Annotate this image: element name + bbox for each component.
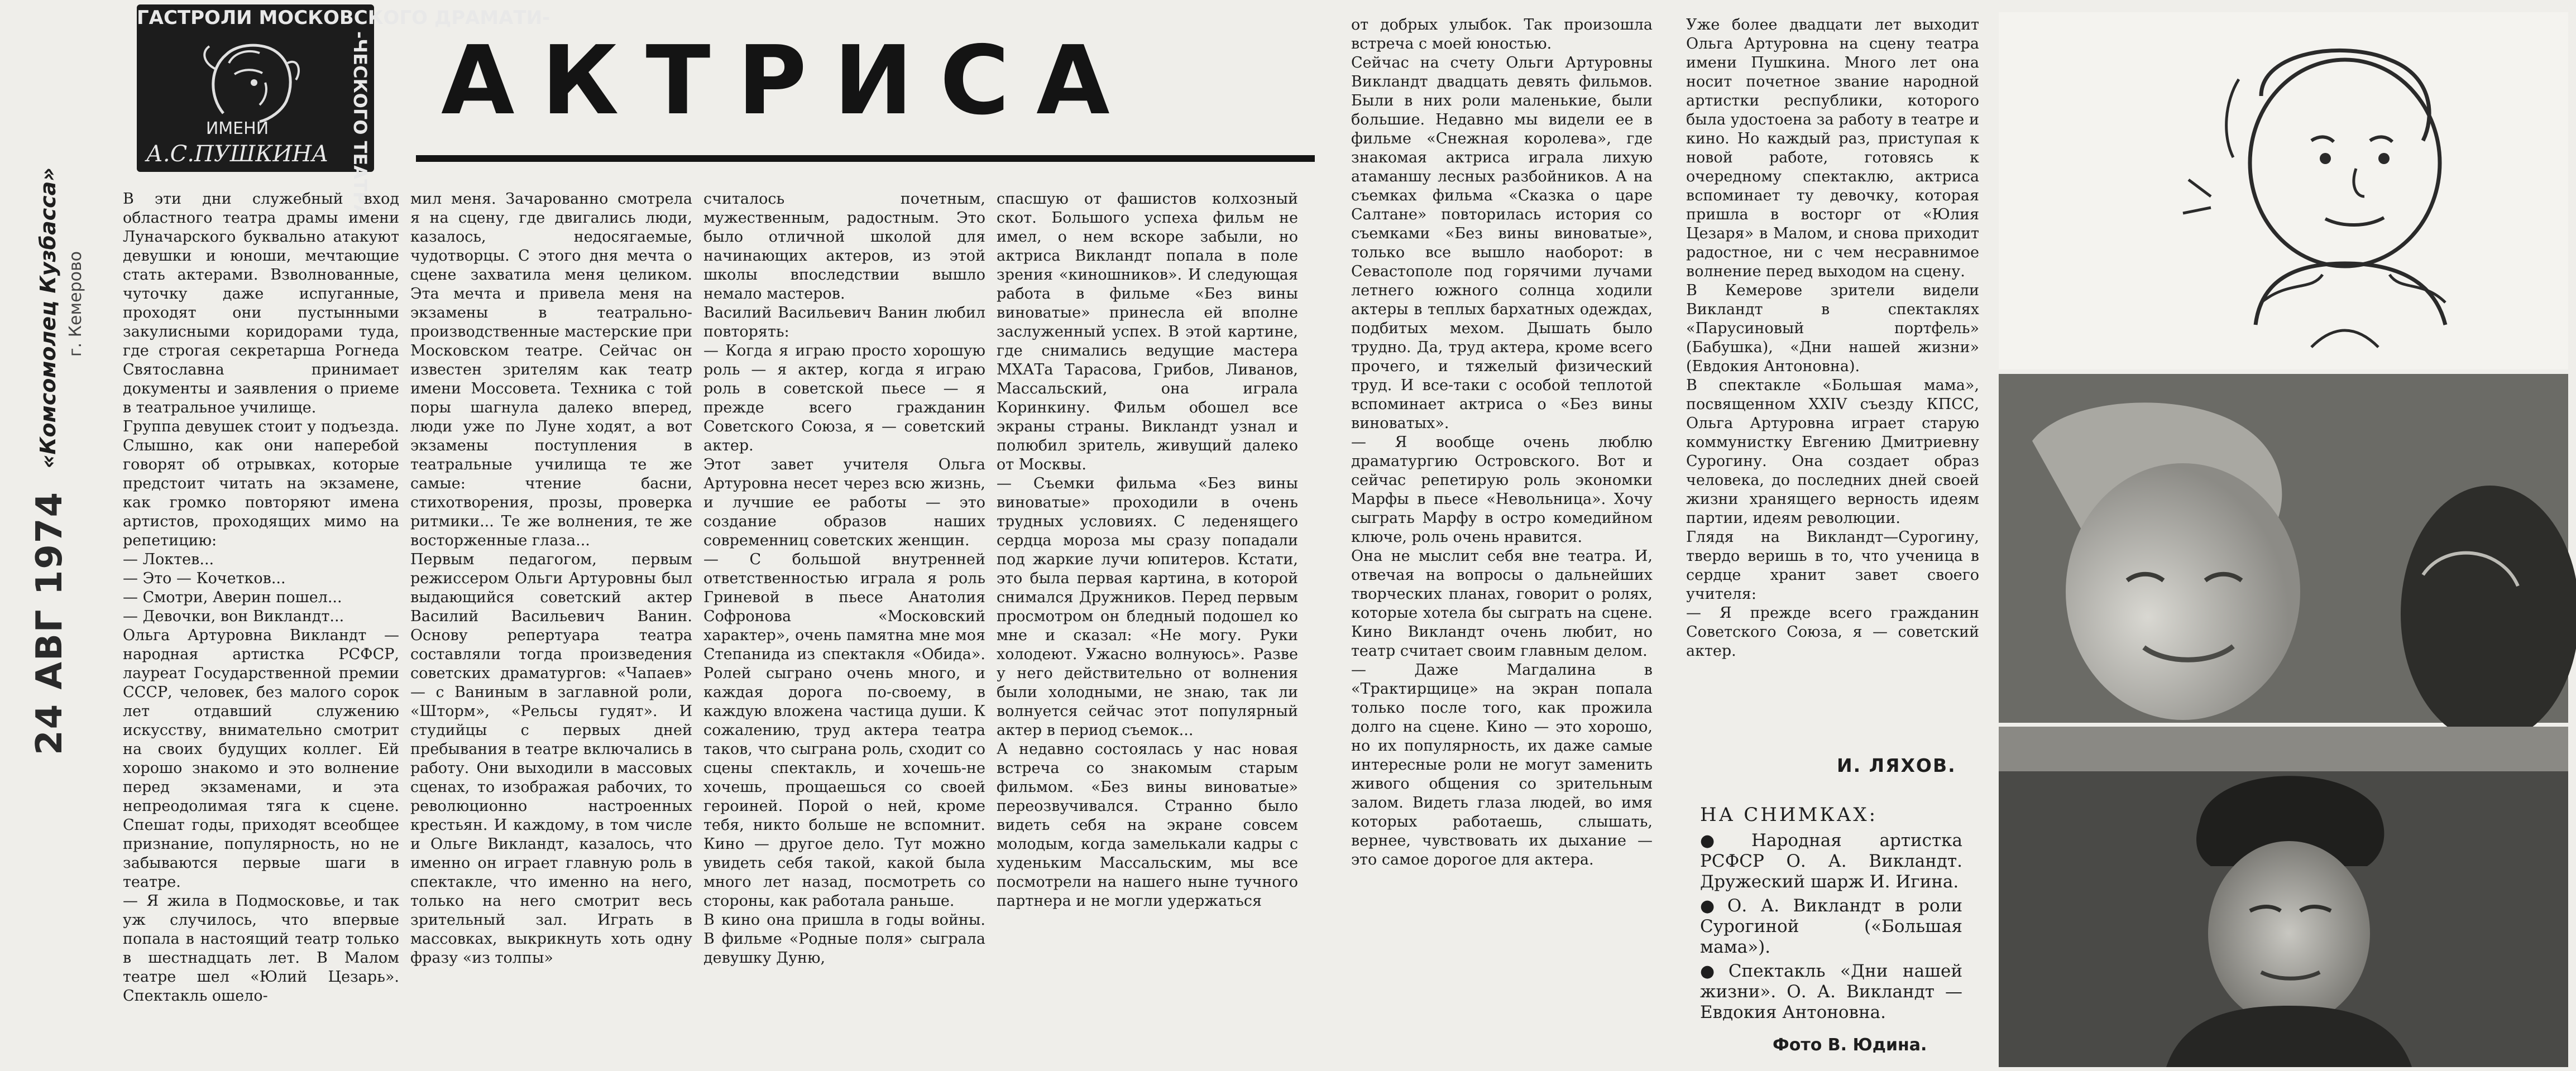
pushkin-portrait-icon <box>170 30 332 124</box>
emblem-right-text: -ЧЕСКОГО ТЕАТРА <box>349 31 371 219</box>
article-column-1: В эти дни служебный вход областного театра драмы имени Луначарского буквально атакуют девушки и юноши, мечтающие стать актерами. Взволнованные, чуточку даже испуганные, проходят они пустынными закулисными коридорами туда, где строгая секретарша Рогнеда Святославна принимает документы и заявления о приеме в театральное училище. Группа девушек стоит у подъезда. Слышно, как они наперебой говорят об отрывках, которые предстоит читать на экзамене, как громко повторяют имена артистов, проходящих мимо на репетицию: — Локтев... — Это — Кочетков... — Смотри, Аверин пошел... — Девочки, вон Викландт... Ольга Артуровна Викландт — народная артистка РСФСР, лауреат Государственной премии СССР, человек, без малого сорок лет отдавший служению искусству, внимательно смотрит на своих будущих коллег. Ей хорошо знакомо и это волнение перед экзаменами, и эта непреодолимая тяга к сцене. Спешат годы, приходят всеобщее признание, популярность, но не забываются первые шаги в театре. — Я жила в Подмосковье, и так уж случилось, что впервые попала в настоящий театр только в шестнадцать лет. В Малом театре шел «Юлий Цезарь». Спектакль ошело- <box>123 190 399 1005</box>
date-stamp: 24 АВГ 1974 <box>29 491 70 755</box>
theatre-emblem <box>137 4 550 219</box>
author-signature: И. ЛЯХОВ. <box>1837 755 1956 776</box>
emblem-name: А.С.ПУШКИНА <box>146 141 329 167</box>
article-column-5: от добрых улыбок. Так произошла встреча с моей юностью. Сейчас на счету Ольги Артуровны Викландт двадцать девять фильмов. Были в них роли маленькие, были большие. Недавно мы видели ее в фильме «Снежная королева», где знакомая актриса играла лихую атаманшу лесных разбойников. А на съемках фильма «Сказка о царе Салтане» повторилась история со съемками «Без вины виноватые», только все вышло наоборот: в Севастополе под горячими лучами летнего южного солнца ходили актеры в теплых бархатных одеждах, подбитых мехом. Дышать было трудно. Да, труд актера, кроме всего прочего, и тяжелый физический труд. И все-таки с особой теплотой вспоминает актриса о «Без вины виноватых». — Я вообще очень люблю драматургию Островского. Вот и сейчас репетирую роль экономки Марфы в пьесе «Невольница». Хочу сыграть Марфу в остро комедийном ключе, роль очень нравится. Она не мыслит себя вне театра. И, отвечая на вопросы о дальнейших творческих планах, говорит о ролях, которые хотела бы сыграть на сцене. Кино Викландт очень любит, но театр считает своим главным делом. — Даже Магдалина в «Трактирщице» на экран попала только после того, как прожила долго на сцене. Кино — это хорошо, но их популярность, их даже самые интересные роли не могут заменить живого общения со зрительным залом. Видеть глаза людей, во имя которых работаешь, слышать, вернее, чувствовать их дыхание — это самое дорогое для актера. <box>1351 16 1653 868</box>
bullet-icon: ● <box>1700 896 1723 916</box>
caricature-drawing <box>1999 12 2568 369</box>
caption-2: ● О. А. Викландт в роли Сурогиной («Большая мама»). <box>1700 896 1962 957</box>
source-label: «Комсомолец Кузбасса» <box>36 167 60 469</box>
caricature-icon <box>1999 12 2568 369</box>
caption-1: ● Народная артистка РСФСР О. А. Викландт. Дружеский шарж И. Игина. <box>1700 830 1962 892</box>
article-column-4: спасшую от фашистов колхозный скот. Большого успеха фильм не имел, о нем вскоре забыли, но актриса Викландт попала в поле зрения «киношников». И следующая работа в фильме «Без вины виноватые» принесла ей вполне заслуженный успех. В этой картине, где снимались ведущие мастера МХАТа Тарасова, Грибов, Ливанов, Массальский, она играла Коринкину. Фильм обошел все экраны страны. Викландт узнал и полюбил зритель, живущий далеко от Москвы. — Съемки фильма «Без вины виноватые» проходили в очень трудных условиях. С леденящего сердца мороза мы сразу попадали под жаркие лучи юпитеров. Кстати, это была первая картина, в которой снимался Дружников. Перед первым просмотром он бледный подошел ко мне и сказал: «Не могу. Руки холодеют. Ужасно волнуюсь». Разве у него действительно от волнения были холодными, не знаю, так ли волнуется сейчас этот популярный актер в период съемок... А недавно состоялась у нас новая встреча со знакомым старым фильмом. «Без вины виноватые» переозвучивался. Странно было видеть себя на экране совсем молодым, когда замелькали кадры с худеньким Массальским, мы все посмотрели на нашего ныне тучного партнера и не могли удержаться <box>997 190 1298 910</box>
emblem-name-label: ИМЕНИ <box>205 119 269 138</box>
photo-credit: Фото В. Юдина. <box>1773 1035 1927 1055</box>
caption-3: ● Спектакль «Дни нашей жизни». О. А. Викландт — Евдокия Антоновна. <box>1700 961 1962 1022</box>
emblem-top-text: ГАСТРОЛИ МОСКОВСКОГО ДРАМАТИ- <box>137 7 550 29</box>
photo-surogina <box>1999 374 2568 723</box>
article-column-2: мил меня. Зачарованно смотрела я на сцену, где двигались люди, казалось, недосягаемые, чудотворцы. С этого дня мечта о сцене захватила меня целиком. Эта мечта и привела меня на экзамены в театрально-производственные мастерские при Московском театре. Сейчас он известен зрителям как театр имени Моссовета. Техника с той поры шагнула далеко вперед, люди уже по Луне ходят, а вот экзамены поступления в театральные училища те же самые: чтение басни, стихотворения, прозы, проверка ритмики... Те же волнения, те же восторженные глаза... Первым педагогом, первым режиссером Ольги Артуровны был выдающийся советский актер Василий Васильевич Ванин. Основу репертуара театра составляли тогда произведения советских драматургов: «Чапаев» — с Ваниным в заглавной роли, «Шторм», «Рельсы гудят». И студийцы с первых дней пребывания в театре включались в работу. Они выходили в массовых сценах, то изображая рабочих, то революционно настроенных крестьян. И каждому, в том числе и Ольге Викландт, казалось, что именно он играет главную роль в спектакле, что именно на него, только на него смотрит весь зрительный зал. Играть в массовках, выкрикнуть хоть одну фразу «из толпы» <box>410 190 692 967</box>
title-rule <box>416 155 1315 162</box>
bullet-icon: ● <box>1700 831 1747 851</box>
bullet-icon: ● <box>1700 962 1724 981</box>
article-column-6: Уже более двадцати лет выходит Ольга Артуровна на сцену театра имени Пушкина. Много лет она носит почетное звание народной артистки республики, которого была удостоена за работу в театре и кино. Но каждый раз, приступая к новой работе, готовясь к очередному спектаклю, актриса вспоминает ту девочку, которая пришла в восторг от «Юлия Цезаря» в Малом, и снова приходит радостное, ни с чем несравнимое волнение перед выходом на сцену. В Кемерове зрители видели Викландт в спектаклях «Парусиновый портфель» (Бабушка), «Дни нашей жизни» (Евдокия Антоновна). В спектакле «Большая мама», посвященном XXIV съезду КПСС, Ольга Артуровна играет старую коммунистку Евгению Дмитриевну Сурогину. Она создает образ человека, до последних дней своей жизни хранящего верность идеям партии, идеям революции. Глядя на Викландт—Сурогину, твердо веришь в то, что ученица в сердце хранит завет своего учителя: — Я прежде всего гражданин Советского Союза, я — советский актер. <box>1686 16 1979 660</box>
page-title: АКТРИСА <box>441 26 1137 136</box>
city-label: г. Кемерово <box>66 251 85 357</box>
captions-heading: НА СНИМКАХ: <box>1700 804 1878 826</box>
article-column-3: считалось почетным, мужественным, радостным. Это было отличной школой для начинающих актеров, из этой школы впоследствии вышло немало мастеров. Василий Васильевич Ванин любил повторять: — Когда я играю просто хорошую роль — я актер, когда я играю роль в советской пьесе — я прежде всего гражданин Советского Союза, я — советский актер. Этот завет учителя Ольга Артуровна несет через всю жизнь, и лучшие ее работы — это создание образов наших современниц советских женщин. — С большой внутренней ответственностью играла я роль Гриневой в пьесе Анатолия Софронова «Московский характер», очень памятна мне моя Степанида из спектакля «Обида». Ролей сыграно очень много, и каждая дорога по-своему, в каждую вложена частица души. К сожалению, труд актера театра таков, что сыграна роль, сходит со сцены спектакль, и хочешь-не хочешь, прощаешься со своей героиней. Порой о ней, кроме тебя, никто больше не вспомнит. Кино — другое дело. Тут можно увидеть себя такой, какой была много лет назад, посмотреть со стороны, как работала раньше. В кино она пришла в годы войны. В фильме «Родные поля» сыграла девушку Дуню, <box>703 190 985 967</box>
photo-dni-nashei-zhizni <box>1999 727 2568 1067</box>
